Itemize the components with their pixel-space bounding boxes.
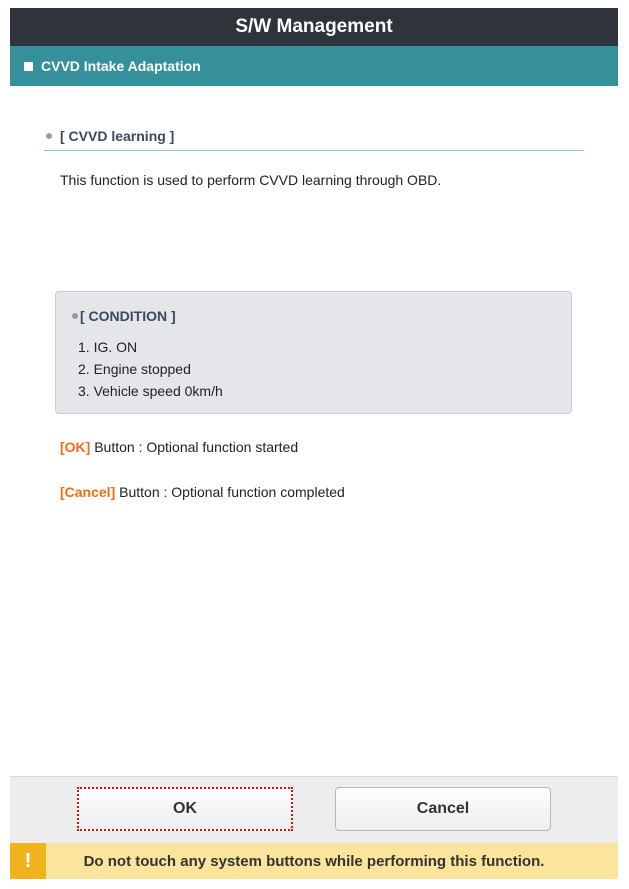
condition-panel bbox=[55, 291, 572, 414]
warning-icon: ! bbox=[10, 843, 46, 879]
bullet-dot-icon bbox=[46, 133, 52, 139]
section-title: [ CVVD learning ] bbox=[60, 128, 175, 144]
cancel-note bbox=[60, 484, 345, 500]
condition-item: 3. Vehicle speed 0km/h bbox=[78, 383, 223, 399]
ok-note-key: [OK] bbox=[60, 439, 91, 455]
condition-list bbox=[78, 336, 223, 402]
function-header bbox=[10, 46, 618, 86]
condition-item: 2. Engine stopped bbox=[78, 361, 191, 377]
section-header bbox=[44, 122, 584, 151]
ok-note bbox=[60, 439, 298, 455]
ok-note-text: Button : Optional function started bbox=[90, 439, 299, 455]
cancel-note-key: [Cancel] bbox=[60, 484, 116, 500]
function-description: This function is used to perform CVVD learning through OBD. bbox=[60, 172, 442, 188]
warning-text: Do not touch any system buttons while performing this function. bbox=[83, 852, 545, 870]
ok-button[interactable]: OK bbox=[77, 787, 293, 831]
bullet-dot-icon bbox=[72, 313, 78, 319]
window-title: S/W Management bbox=[10, 8, 618, 46]
cancel-button[interactable]: Cancel bbox=[335, 787, 551, 831]
condition-header bbox=[72, 308, 176, 324]
warning-bar bbox=[10, 843, 618, 879]
square-bullet-icon bbox=[24, 62, 33, 71]
condition-item: 1. IG. ON bbox=[78, 339, 138, 355]
condition-title: [ CONDITION ] bbox=[80, 308, 176, 324]
function-title: CVVD Intake Adaptation bbox=[41, 58, 201, 74]
cancel-note-text: Button : Optional function completed bbox=[115, 484, 345, 500]
